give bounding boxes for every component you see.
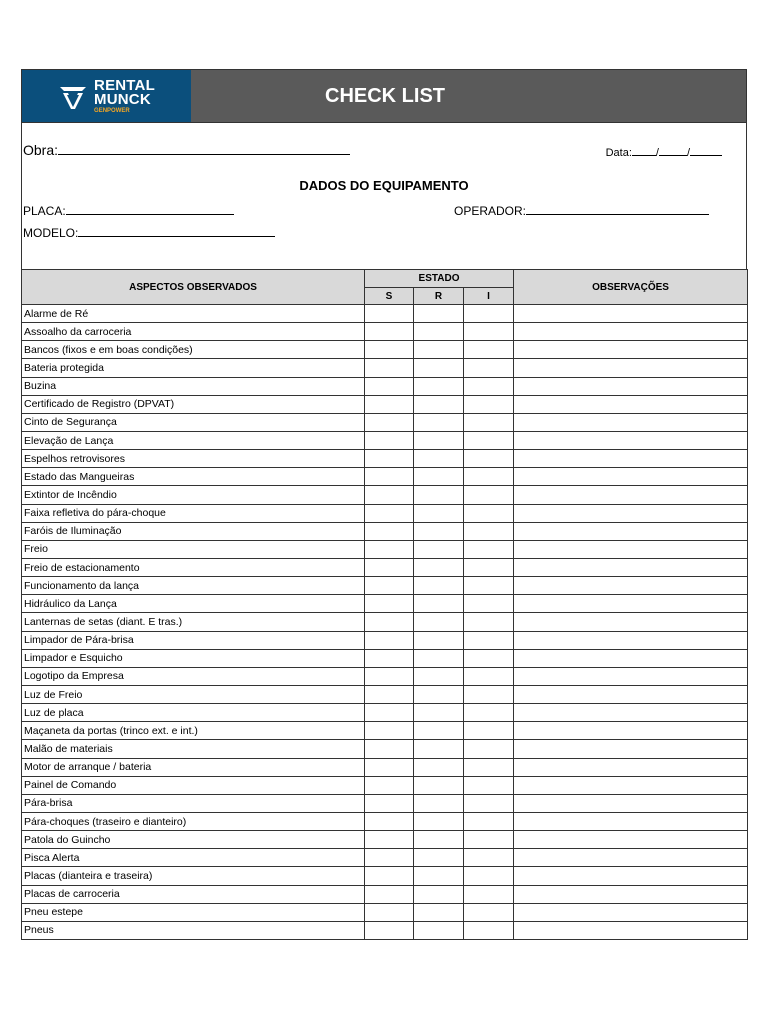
observation-cell[interactable] (514, 486, 748, 504)
table-row (22, 468, 748, 486)
state-s-cell[interactable] (365, 631, 414, 649)
state-i-cell[interactable] (464, 577, 514, 595)
logo-text-genpower: GENPOWER (94, 108, 130, 114)
header-observacoes: OBSERVAÇÕES (514, 270, 748, 305)
state-s-cell[interactable] (365, 921, 414, 939)
aspect-label: Freio (22, 540, 365, 558)
obra-label: Obra: (23, 142, 59, 158)
table-row (22, 667, 748, 685)
table-row (22, 577, 748, 595)
observation-cell[interactable] (514, 867, 748, 885)
table-row (22, 849, 748, 867)
observation-cell[interactable] (514, 522, 748, 540)
aspect-label: Lanternas de setas (diant. E tras.) (22, 613, 365, 631)
observation-cell[interactable] (514, 831, 748, 849)
aspect-label: Pneu estepe (22, 903, 365, 921)
state-r-cell[interactable] (414, 794, 464, 812)
state-s-cell[interactable] (365, 758, 414, 776)
observation-cell[interactable] (514, 649, 748, 667)
state-i-cell[interactable] (464, 305, 514, 323)
header-r: R (414, 288, 464, 305)
equipment-info-block (21, 122, 747, 269)
state-s-cell[interactable] (365, 413, 414, 431)
observation-cell[interactable] (514, 341, 748, 359)
state-r-cell[interactable] (414, 667, 464, 685)
page-title: CHECK LIST (325, 84, 445, 107)
table-row (22, 722, 748, 740)
table-row (22, 704, 748, 722)
observation-cell[interactable] (514, 504, 748, 522)
aspect-label: Pisca Alerta (22, 849, 365, 867)
modelo-field[interactable] (23, 225, 275, 240)
aspect-label: Logotipo da Empresa (22, 667, 365, 685)
state-i-cell[interactable] (464, 413, 514, 431)
aspect-label: Elevação de Lança (22, 431, 365, 449)
observation-cell[interactable] (514, 740, 748, 758)
state-i-cell[interactable] (464, 921, 514, 939)
state-i-cell[interactable] (464, 486, 514, 504)
state-r-cell[interactable] (414, 649, 464, 667)
aspect-label: Painel de Comando (22, 776, 365, 794)
state-i-cell[interactable] (464, 522, 514, 540)
state-s-cell[interactable] (365, 377, 414, 395)
observation-cell[interactable] (514, 849, 748, 867)
aspect-label: Buzina (22, 377, 365, 395)
state-r-cell[interactable] (414, 685, 464, 703)
table-row (22, 540, 748, 558)
table-row (22, 776, 748, 794)
state-r-cell[interactable] (414, 885, 464, 903)
table-row (22, 649, 748, 667)
state-s-cell[interactable] (365, 649, 414, 667)
state-i-cell[interactable] (464, 631, 514, 649)
state-r-cell[interactable] (414, 903, 464, 921)
state-i-cell[interactable] (464, 704, 514, 722)
header-band (21, 69, 747, 122)
header-aspectos: ASPECTOS OBSERVADOS (22, 270, 365, 305)
aspect-label: Luz de placa (22, 704, 365, 722)
operador-label: OPERADOR: (454, 204, 527, 218)
state-s-cell[interactable] (365, 776, 414, 794)
observation-cell[interactable] (514, 704, 748, 722)
aspect-label: Bancos (fixos e em boas condições) (22, 341, 365, 359)
observation-cell[interactable] (514, 359, 748, 377)
state-i-cell[interactable] (464, 613, 514, 631)
state-s-cell[interactable] (365, 558, 414, 576)
state-s-cell[interactable] (365, 903, 414, 921)
state-r-cell[interactable] (414, 631, 464, 649)
logo-text-rental: RENTAL (94, 77, 155, 94)
aspect-label: Limpador e Esquicho (22, 649, 365, 667)
state-r-cell[interactable] (414, 413, 464, 431)
state-r-cell[interactable] (414, 323, 464, 341)
state-i-cell[interactable] (464, 431, 514, 449)
observation-cell[interactable] (514, 450, 748, 468)
state-i-cell[interactable] (464, 740, 514, 758)
state-i-cell[interactable] (464, 903, 514, 921)
table-row (22, 867, 748, 885)
state-s-cell[interactable] (365, 704, 414, 722)
observation-cell[interactable] (514, 431, 748, 449)
operador-field[interactable] (454, 203, 709, 218)
state-i-cell[interactable] (464, 885, 514, 903)
state-r-cell[interactable] (414, 486, 464, 504)
modelo-line[interactable] (78, 225, 275, 237)
state-r-cell[interactable] (414, 359, 464, 377)
state-s-cell[interactable] (365, 486, 414, 504)
state-i-cell[interactable] (464, 540, 514, 558)
obra-line[interactable] (58, 143, 350, 155)
table-row (22, 685, 748, 703)
section-title: DADOS DO EQUIPAMENTO (299, 178, 469, 193)
date-separator: / (655, 147, 659, 159)
table-row (22, 831, 748, 849)
observation-cell[interactable] (514, 595, 748, 613)
state-s-cell[interactable] (365, 522, 414, 540)
state-r-cell[interactable] (414, 812, 464, 830)
aspect-label: Certificado de Registro (DPVAT) (22, 395, 365, 413)
date-year-line[interactable] (690, 145, 722, 156)
state-r-cell[interactable] (414, 595, 464, 613)
table-row (22, 921, 748, 939)
state-r-cell[interactable] (414, 722, 464, 740)
state-s-cell[interactable] (365, 305, 414, 323)
state-s-cell[interactable] (365, 323, 414, 341)
aspect-label: Placas de carroceria (22, 885, 365, 903)
placa-field[interactable] (23, 203, 234, 218)
date-label: Data: (605, 147, 632, 159)
state-i-cell[interactable] (464, 341, 514, 359)
aspect-label: Extintor de Incêndio (22, 486, 365, 504)
state-r-cell[interactable] (414, 522, 464, 540)
observation-cell[interactable] (514, 776, 748, 794)
state-s-cell[interactable] (365, 831, 414, 849)
table-row (22, 395, 748, 413)
aspect-label: Pára-brisa (22, 794, 365, 812)
placa-label: PLACA: (23, 204, 66, 218)
state-r-cell[interactable] (414, 395, 464, 413)
state-s-cell[interactable] (365, 540, 414, 558)
table-row (22, 812, 748, 830)
state-i-cell[interactable] (464, 377, 514, 395)
state-i-cell[interactable] (464, 468, 514, 486)
aspect-label: Assoalho da carroceria (22, 323, 365, 341)
observation-cell[interactable] (514, 812, 748, 830)
state-s-cell[interactable] (365, 685, 414, 703)
state-r-cell[interactable] (414, 577, 464, 595)
aspect-label: Hidráulico da Lança (22, 595, 365, 613)
state-r-cell[interactable] (414, 613, 464, 631)
header-estado: ESTADO (365, 270, 514, 288)
state-s-cell[interactable] (365, 395, 414, 413)
checklist-table (21, 269, 748, 940)
table-row (22, 431, 748, 449)
state-i-cell[interactable] (464, 794, 514, 812)
aspect-label: Faróis de Iluminação (22, 522, 365, 540)
observation-cell[interactable] (514, 903, 748, 921)
aspect-label: Pneus (22, 921, 365, 939)
state-i-cell[interactable] (464, 667, 514, 685)
state-r-cell[interactable] (414, 468, 464, 486)
state-i-cell[interactable] (464, 359, 514, 377)
state-s-cell[interactable] (365, 504, 414, 522)
table-row (22, 613, 748, 631)
aspect-label: Pára-choques (traseiro e dianteiro) (22, 812, 365, 830)
header-s: S (365, 288, 414, 305)
state-i-cell[interactable] (464, 450, 514, 468)
table-row (22, 413, 748, 431)
state-i-cell[interactable] (464, 758, 514, 776)
date-day-line[interactable] (632, 145, 656, 156)
observation-cell[interactable] (514, 921, 748, 939)
state-s-cell[interactable] (365, 812, 414, 830)
state-s-cell[interactable] (365, 431, 414, 449)
aspect-label: Faixa refletiva do pára-choque (22, 504, 365, 522)
table-row (22, 558, 748, 576)
aspect-label: Limpador de Pára-brisa (22, 631, 365, 649)
observation-cell[interactable] (514, 722, 748, 740)
table-row (22, 740, 748, 758)
aspect-label: Bateria protegida (22, 359, 365, 377)
state-s-cell[interactable] (365, 740, 414, 758)
date-separator: / (686, 147, 690, 159)
state-s-cell[interactable] (365, 577, 414, 595)
state-i-cell[interactable] (464, 395, 514, 413)
state-r-cell[interactable] (414, 305, 464, 323)
state-r-cell[interactable] (414, 540, 464, 558)
state-s-cell[interactable] (365, 867, 414, 885)
state-r-cell[interactable] (414, 377, 464, 395)
aspect-label: Freio de estacionamento (22, 558, 365, 576)
logo-text-munck: MUNCK (94, 91, 151, 108)
state-r-cell[interactable] (414, 450, 464, 468)
table-row (22, 522, 748, 540)
table-row (22, 359, 748, 377)
aspect-label: Maçaneta da portas (trinco ext. e int.) (22, 722, 365, 740)
date-field[interactable] (606, 145, 722, 159)
observation-cell[interactable] (514, 377, 748, 395)
aspect-label: Malão de materiais (22, 740, 365, 758)
table-row (22, 486, 748, 504)
state-s-cell[interactable] (365, 667, 414, 685)
state-r-cell[interactable] (414, 341, 464, 359)
observation-cell[interactable] (514, 468, 748, 486)
table-row (22, 323, 748, 341)
state-s-cell[interactable] (365, 595, 414, 613)
observation-cell[interactable] (514, 558, 748, 576)
state-i-cell[interactable] (464, 649, 514, 667)
state-s-cell[interactable] (365, 359, 414, 377)
table-row (22, 305, 748, 323)
state-r-cell[interactable] (414, 704, 464, 722)
date-month-line[interactable] (659, 145, 687, 156)
state-s-cell[interactable] (365, 341, 414, 359)
operador-line[interactable] (526, 203, 709, 215)
aspect-label: Motor de arranque / bateria (22, 758, 365, 776)
state-r-cell[interactable] (414, 921, 464, 939)
state-i-cell[interactable] (464, 867, 514, 885)
table-row (22, 595, 748, 613)
state-i-cell[interactable] (464, 323, 514, 341)
table-row (22, 903, 748, 921)
table-row (22, 885, 748, 903)
aspect-label: Espelhos retrovisores (22, 450, 365, 468)
state-i-cell[interactable] (464, 685, 514, 703)
state-s-cell[interactable] (365, 450, 414, 468)
state-i-cell[interactable] (464, 776, 514, 794)
state-s-cell[interactable] (365, 849, 414, 867)
placa-line[interactable] (66, 203, 234, 215)
state-i-cell[interactable] (464, 722, 514, 740)
table-row (22, 794, 748, 812)
title-bar (191, 70, 746, 122)
aspect-label: Patola do Guincho (22, 831, 365, 849)
observation-cell[interactable] (514, 540, 748, 558)
state-s-cell[interactable] (365, 722, 414, 740)
observation-cell[interactable] (514, 631, 748, 649)
state-r-cell[interactable] (414, 431, 464, 449)
observation-cell[interactable] (514, 577, 748, 595)
aspect-label: Funcionamento da lança (22, 577, 365, 595)
observation-cell[interactable] (514, 758, 748, 776)
state-r-cell[interactable] (414, 740, 464, 758)
state-r-cell[interactable] (414, 849, 464, 867)
modelo-label: MODELO: (23, 226, 79, 240)
state-s-cell[interactable] (365, 885, 414, 903)
state-s-cell[interactable] (365, 613, 414, 631)
observation-cell[interactable] (514, 305, 748, 323)
observation-cell[interactable] (514, 885, 748, 903)
state-r-cell[interactable] (414, 867, 464, 885)
table-row (22, 341, 748, 359)
state-i-cell[interactable] (464, 504, 514, 522)
table-row (22, 758, 748, 776)
state-r-cell[interactable] (414, 504, 464, 522)
observation-cell[interactable] (514, 794, 748, 812)
state-i-cell[interactable] (464, 812, 514, 830)
state-s-cell[interactable] (365, 794, 414, 812)
state-i-cell[interactable] (464, 595, 514, 613)
table-row (22, 377, 748, 395)
state-r-cell[interactable] (414, 776, 464, 794)
state-r-cell[interactable] (414, 758, 464, 776)
state-r-cell[interactable] (414, 558, 464, 576)
observation-cell[interactable] (514, 413, 748, 431)
checklist-rows (22, 305, 748, 940)
aspect-label: Estado das Mangueiras (22, 468, 365, 486)
state-r-cell[interactable] (414, 831, 464, 849)
company-logo (22, 70, 191, 122)
observation-cell[interactable] (514, 323, 748, 341)
table-row (22, 450, 748, 468)
aspect-label: Luz de Freio (22, 685, 365, 703)
observation-cell[interactable] (514, 613, 748, 631)
state-s-cell[interactable] (365, 468, 414, 486)
aspect-label: Placas (dianteira e traseira) (22, 867, 365, 885)
aspect-label: Cinto de Segurança (22, 413, 365, 431)
observation-cell[interactable] (514, 667, 748, 685)
aspect-label: Alarme de Ré (22, 305, 365, 323)
state-i-cell[interactable] (464, 831, 514, 849)
observation-cell[interactable] (514, 685, 748, 703)
observation-cell[interactable] (514, 395, 748, 413)
table-row (22, 631, 748, 649)
state-i-cell[interactable] (464, 849, 514, 867)
header-i: I (464, 288, 514, 305)
munck-logo-icon (58, 82, 88, 112)
table-row (22, 504, 748, 522)
state-i-cell[interactable] (464, 558, 514, 576)
checklist-sheet (21, 69, 747, 940)
obra-field[interactable] (23, 142, 350, 158)
